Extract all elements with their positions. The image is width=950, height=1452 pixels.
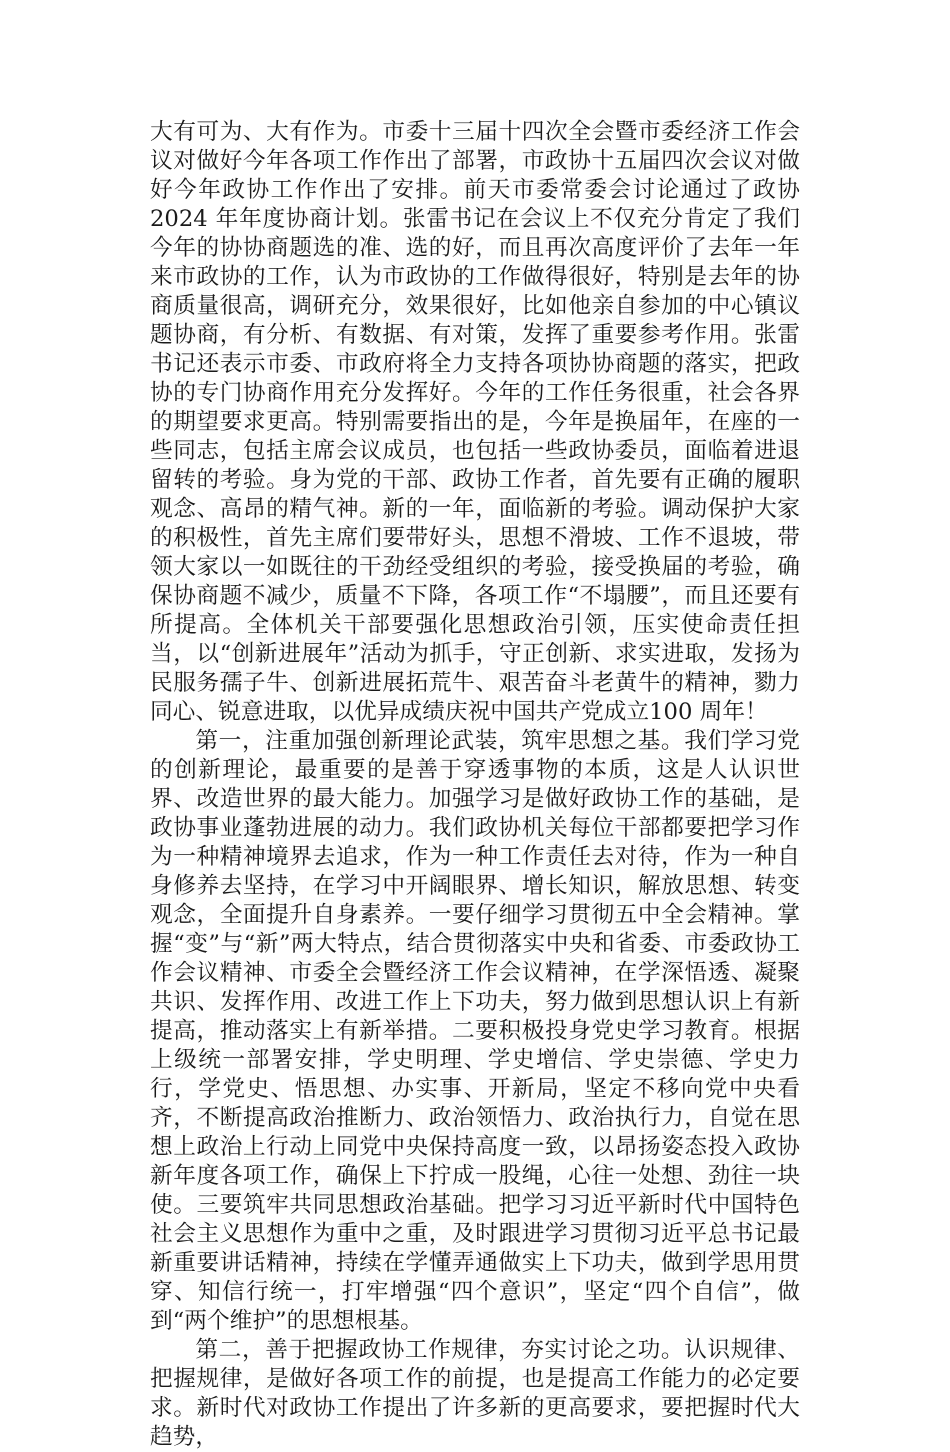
paragraph-first-point: 第一，注重加强创新理论武装，筑牢思想之基。我们学习党的创新理论，最重要的是善于穿透事物的本质，这是人认识世界、改造世界的最大能力。加强学习是做好政协工作的基础，是政协事业蓬勃进展的动力。我们政协机关每位干部都要把学习作为一种精神境界去追求，作为一种工作责任去对待，作为一种自身修养去坚持，在学习中开阔眼界、增长知识，解放思想、转变观念，全面提升自身素养。一要仔细学习贯彻五中全会精神。掌握“变”与“新”两大特点，结合贯彻落实中央和省委、市委政协工作会议精神、市委全会暨经济工作会议精神，在学深悟透、凝聚共识、发挥作用、改进工作上下功夫，努力做到思想认识上有新提高，推动落实上有新举措。二要积极投身党史学习教育。根据上级统一部署安排，学史明理、学史增信、学史崇德、学史力行，学党史、悟思想、办实事、开新局，坚定不移向党中央看齐，不断提高政治推断力、政治领悟力、政治执行力，自觉在思想上政治上行动上同党中央保持高度一致，以昂扬姿态投入政协新年度各项工作，确保上下拧成一股绳，心往一处想、劲往一块使。三要筑牢共同思想政治基础。把学习习近平新时代中国特色社会主义思想作为重中之重，及时跟进学习贯彻习近平总书记最新重要讲话精神，持续在学懂弄通做实上下功夫，做到学思用贯穿、知信行统一，打牢增强“四个意识”，坚定“四个自信”，做到“两个维护”的思想根基。	[150, 728, 800, 1334]
document-page	[150, 118, 800, 1452]
paragraph-second-point: 第二，善于把握政协工作规律，夯实讨论之功。认识规律、把握规律，是做好各项工作的前提，也是提高工作能力的必定要求。新时代对政协工作提出了许多新的更高要求，要把握时代大趋势，	[150, 1337, 800, 1450]
paragraph-intro: 大有可为、大有作为。市委十三届十四次全会暨市委经济工作会议对做好今年各项工作作出了部署，市政协十五届四次会议对做好今年政协工作作出了安排。前天市委常委会讨论通过了政协 2024 年年度协商计划。张雷书记在会议上不仅充分肯定了我们今年的协协商题选的准、选的好，而且再次高度评价了去年一年来市政协的工作，认为市政协的工作做得很好，特别是去年的协商质量很高，调研充分，效果很好，比如他亲自参加的中心镇议题协商，有分析、有数据、有对策，发挥了重要参考作用。张雷书记还表示市委、市政府将全力支持各项协协商题的落实，把政协的专门协商作用充分发挥好。今年的工作任务很重，社会各界的期望要求更高。特别需要指出的是，今年是换届年，在座的一些同志，包括主席会议成员，也包括一些政协委员，面临着进退留转的考验。身为党的干部、政协工作者，首先要有正确的履职观念、高昂的精气神。新的一年，面临新的考验。调动保护大家的积极性，首先主席们要带好头，思想不滑坡、工作不退坡，带领大家以一如既往的干劲经受组织的考验，接受换届的考验，确保协商题不减少，质量不下降，各项工作“不塌腰”，而且还要有所提高。全体机关干部要强化思想政治引领，压实使命责任担当，以“创新进展年”活动为抓手，守正创新、求实进取，发扬为民服务孺子牛、创新进展拓荒牛、艰苦奋斗老黄牛的精神，勠力同心、锐意进取，以优异成绩庆祝中国共产党成立100 周年！	[150, 119, 800, 725]
